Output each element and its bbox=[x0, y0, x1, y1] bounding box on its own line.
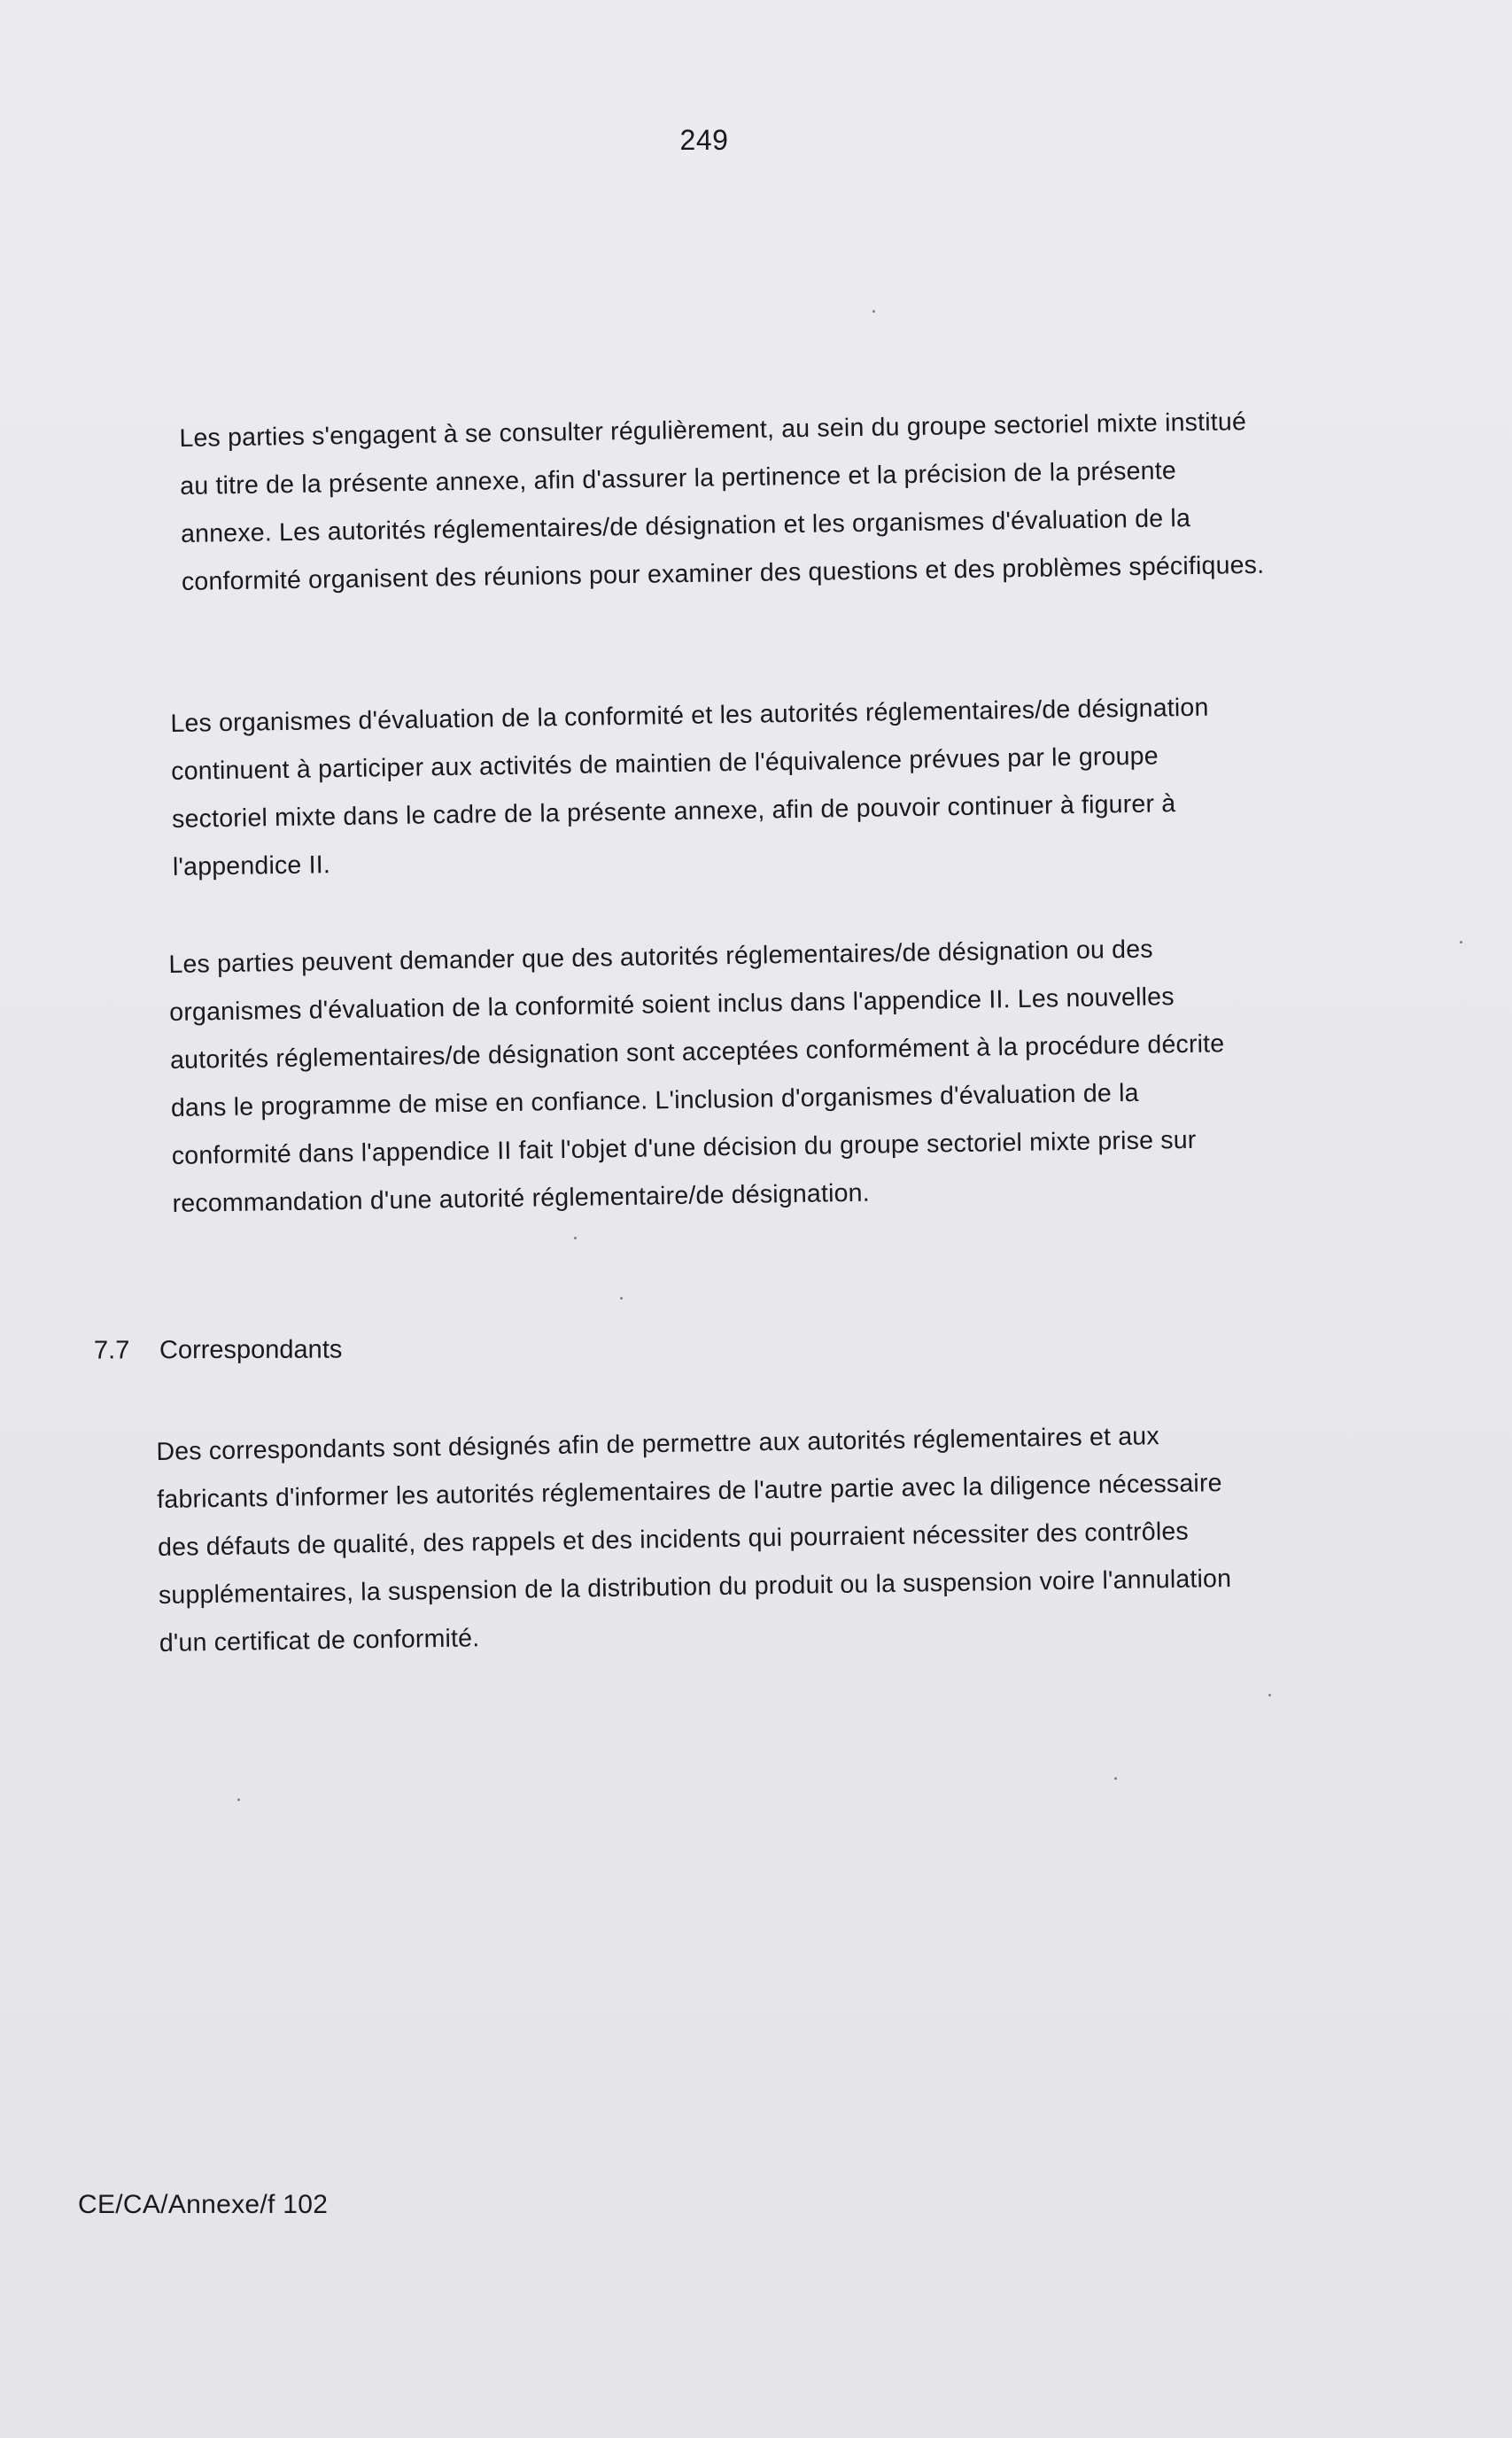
section-number: 7.7 bbox=[93, 1336, 130, 1365]
paper-speck bbox=[872, 310, 875, 313]
paragraph-appendix-inclusion: Les parties peuvent demander que des autorités réglementaires/de désignation ou des organismes d'évaluation de la conformité soient inclus dans l'appendice II. Les nouvelles autorités réglementaires/de désignation sont acceptées conformément à la procédure décrite dans le programme de mise en confiance. L'inclusion d'organismes d'évaluation de la conformité dans l'appendice II fait l'objet d'une décision du groupe sectoriel mixte prise sur recommandation d'une autorité réglementaire/de désignation. bbox=[168, 935, 1225, 1218]
page-number: 249 bbox=[679, 124, 729, 156]
paper-speck bbox=[1114, 1777, 1117, 1780]
section-title: Correspondants bbox=[159, 1335, 343, 1365]
paragraph-consultation: Les parties s'engagent à se consulter régulièrement, au sein du groupe sectoriel mixte institué au titre de la présente annexe, afin d'assurer la pertinence et la précision de la présente annexe. Les autorités réglementaires/de désignation et les organismes d'évaluation de la conformité organisent des réunions pour examiner des questions et des problèmes spécifiques. bbox=[179, 408, 1265, 596]
paper-speck bbox=[620, 1297, 623, 1300]
paragraph-equivalence-maintenance: Les organismes d'évaluation de la conformité et les autorités réglementaires/de désignation continuent à participer aux activités de maintien de l'équivalence prévues par le groupe sectoriel mixte dans le cadre de la présente annexe, afin de pouvoir continuer à figurer à l'appendice II. bbox=[170, 693, 1209, 881]
paper-speck bbox=[237, 1798, 240, 1801]
document-reference: CE/CA/Annexe/f 102 bbox=[78, 2190, 329, 2219]
paper-speck bbox=[574, 1237, 577, 1239]
paper-speck bbox=[1268, 1694, 1271, 1697]
paper-speck bbox=[1460, 941, 1462, 943]
section-heading bbox=[94, 1336, 342, 1366]
paragraph-correspondents: Des correspondants sont désignés afin de permettre aux autorités réglementaires et aux fabricants d'informer les autorités réglementaires de l'autre partie avec la diligence nécessaire des défauts de qualité, des rappels et des incidents qui pourraient nécessiter des contrôles supplémentaires, la suspension de la distribution du produit ou la suspension voire l'annulation d'un certificat de conformité. bbox=[156, 1422, 1232, 1658]
